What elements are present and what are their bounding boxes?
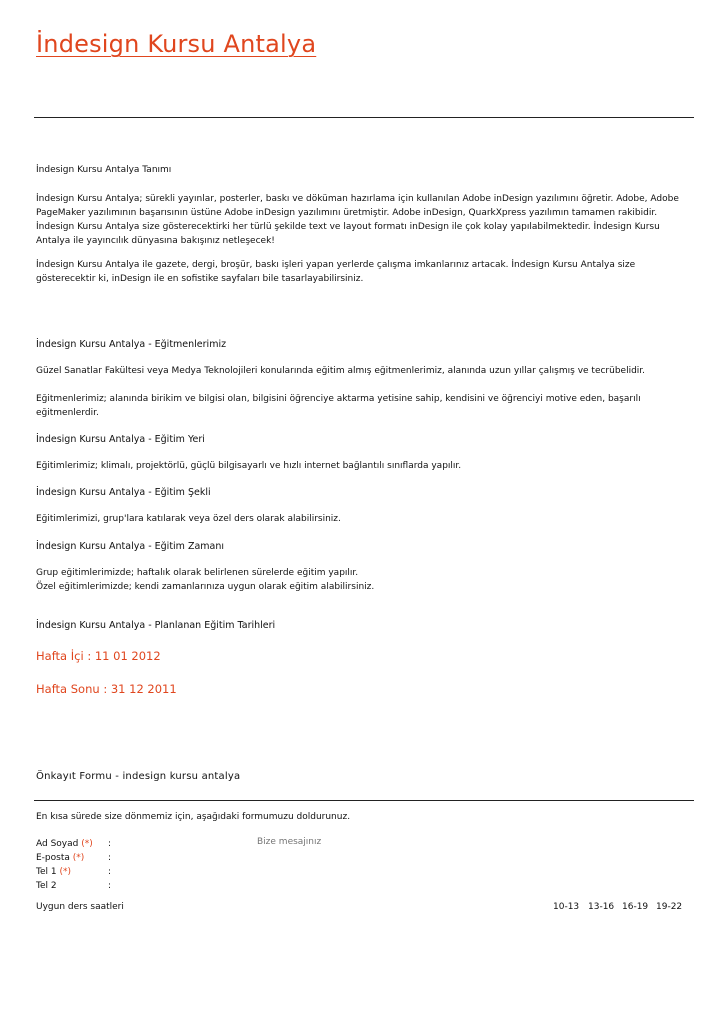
yer-paragraph: Eğitimlerimiz; klimalı, projektörlü, güçlü bilgisayarlı ve hızlı internet bağlantılı sınıflarda yapılır. [36, 461, 462, 471]
egitmen-paragraph-2: Eğitmenlerimiz; alanında birikim ve bilgisi olan, bilgisini öğrenciye aktarma yetisine sahip, kendisini ve öğrenciyi motive eden, başarılı eğitmenlerdir. [36, 394, 641, 418]
field-colon: : [108, 853, 112, 863]
zaman-heading: İndesign Kursu Antalya - Eğitim Zamanı [36, 541, 225, 552]
sekil-paragraph: Eğitimlerimizi, grup'lara katılarak veya özel ders olarak alabilirsiniz. [36, 514, 341, 524]
title-divider [34, 117, 694, 118]
form-intro: En kısa sürede size dönmemiz için, aşağıdaki formumuzu doldurunuz. [36, 812, 351, 822]
field-colon: : [108, 839, 112, 849]
sekil-heading: İndesign Kursu Antalya - Eğitim Şekli [36, 487, 211, 498]
field-colon: : [108, 867, 112, 877]
hour-option-16-19[interactable]: 16-19 [622, 902, 649, 912]
hour-option-10-13[interactable]: 10-13 [553, 902, 580, 912]
tanim-paragraph-1: İndesign Kursu Antalya; sürekli yayınlar, posterler, baskı ve döküman hazırlama için kullanılan Adobe inDesign yazılımını öğretir. Adobe, Adobe PageMaker yazılımının başarısının üstüne Adobe inDesign yazılımını üretmiştir. Adobe inDesign, QuarkXpress yazılımın tamamen rakibidir. İndesign Kursu Antalya size gösterecektirki her türlü şekilde text ve layout formatı inDesign ile çok kolay yapılabilmektedir. İndesign Kursu Antalya ile yayıncılık dünyasına bakışınız netleşecek! [36, 194, 679, 246]
field-label-eposta: E-posta (*) [36, 853, 85, 863]
tanim-paragraph-2: İndesign Kursu Antalya ile gazete, dergi, broşür, baskı işleri yapan yerlerde çalışma imkanlarınız artacak. İndesign Kursu Antalya size gösterecektir ki, inDesign ile en sofistike sayfaları bile tasarlayabilirsiniz. [36, 260, 636, 284]
field-label-tel1: Tel 1 (*) [36, 867, 71, 877]
field-label-tel2: Tel 2 [36, 881, 57, 891]
hour-option-19-22[interactable]: 19-22 [656, 902, 683, 912]
field-colon: : [108, 881, 112, 891]
form-heading: Önkayıt Formu - indesign kursu antalya [36, 771, 241, 782]
hafta-ici-date: Hafta İçi : 11 01 2012 [36, 649, 161, 663]
required-mark: (*) [81, 839, 93, 849]
hafta-sonu-date: Hafta Sonu : 31 12 2011 [36, 682, 177, 696]
required-mark: (*) [72, 853, 85, 863]
required-mark: (*) [59, 867, 71, 877]
hours-label: Uygun ders saatleri [36, 902, 124, 912]
zaman-paragraph-1: Grup eğitimlerimizde; haftalık olarak belirlenen sürelerde eğitim yapılır. [36, 568, 359, 578]
form-divider [34, 800, 694, 801]
zaman-paragraph-2: Özel eğitimlerimizde; kendi zamanlarınıza uygun olarak eğitim alabilirsiniz. [36, 582, 375, 592]
egitmen-heading: İndesign Kursu Antalya - Eğitmenlerimiz [36, 339, 227, 350]
yer-heading: İndesign Kursu Antalya - Eğitim Yeri [36, 434, 205, 445]
tarih-heading: İndesign Kursu Antalya - Planlanan Eğitim Tarihleri [36, 620, 276, 631]
page-title: İndesign Kursu Antalya [36, 30, 317, 58]
field-label-ad-soyad: Ad Soyad (*) [36, 839, 93, 849]
egitmen-paragraph-1: Güzel Sanatlar Fakültesi veya Medya Teknolojileri konularında eğitim almış eğitmenlerimiz, alanında uzun yıllar çalışmış ve tecrübelidir. [36, 366, 646, 376]
message-input[interactable] [257, 837, 407, 847]
tanim-heading: İndesign Kursu Antalya Tanımı [36, 165, 172, 175]
hour-option-13-16[interactable]: 13-16 [588, 902, 615, 912]
